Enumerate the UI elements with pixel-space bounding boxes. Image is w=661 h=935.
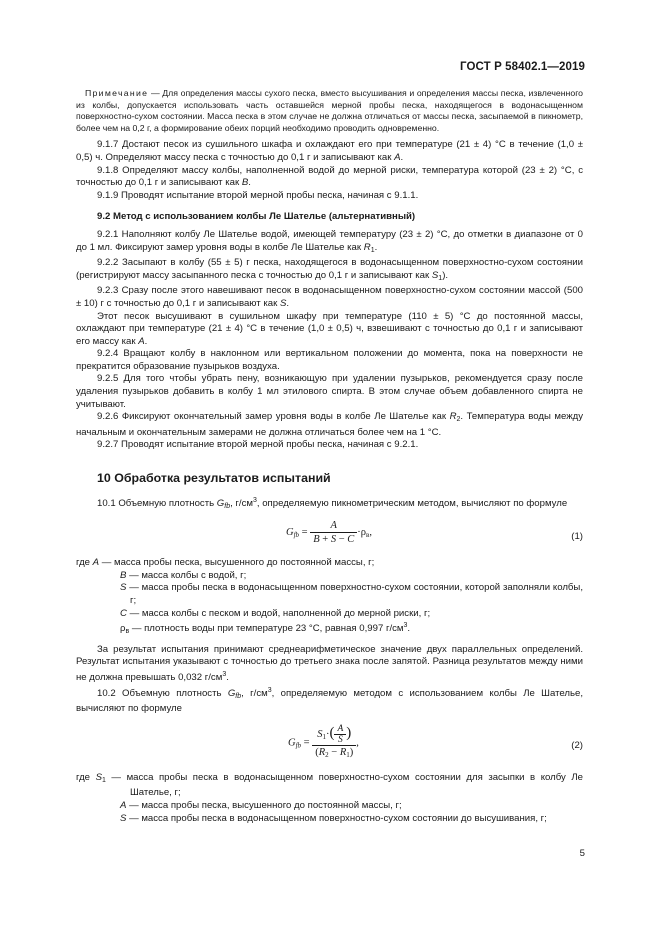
formula-1	[76, 519, 583, 553]
paragraph-9-2-3: 9.2.3 Сразу после этого навешивают песок в водонасыщенном поверхностно-сухом состоянии массой (500 ± 10) г с точностью до 0,1 г и записывают как S.	[76, 285, 583, 309]
section-heading-10: 10 Обработка результатов испытаний	[97, 471, 331, 486]
paragraph-9-2-7: 9.2.7 Проводят испытание второй мерной пробы песка, начиная с 9.2.1.	[97, 439, 419, 451]
definition-C-1: C — масса колбы с песком и водой, наполненной до мерной риски, г;	[120, 607, 431, 619]
section-heading-9-2: 9.2 Метод с использованием колбы Ле Шателье (альтернативный)	[97, 211, 416, 223]
page-number: 5	[579, 848, 585, 859]
paragraph-9-2-1: 9.2.1 Наполняют колбу Ле Шателье водой, имеющей температуру (23 ± 2) °С, до отметки в диапазоне от 0 до 1 мл. Фиксируют замер уровня воды в колбе Ле Шателье как $R_1$.	[76, 228, 583, 254]
paragraph-9-2-6: 9.2.6 Фиксируют окончательный замер уровня воды в колбе Ле Шателье как $R_2$. Температура воды между начальным и окончательным замерами не должна отличаться более чем на 1 °С.	[76, 411, 584, 438]
paragraph-9-2-4: 9.2.4 Вращают колбу в наклонном или вертикальном положении до момента, пока на поверхности не прекратится образование пузырьков воздуха.	[76, 348, 583, 372]
equation-number-1: (1)	[571, 531, 583, 543]
formula-2	[76, 722, 583, 768]
document-body	[76, 88, 583, 825]
formula-1-expression: $G_{fb}$ = $\frac{A}{B + S - C}$ $\cdot\rho_в$,	[286, 520, 372, 546]
document-header: ГОСТ Р 58402.1—2019	[460, 61, 585, 73]
paragraph-10-1-result: За результат испытания принимают среднеарифметическое значение двух параллельных определений. Результат испытания указывают с точностью до третьего знака после запятой. Разница результатов между ними не должна превышать 0,032 $г/см^3$.	[76, 643, 583, 683]
note-text: — Для определения массы сухого песка, вместо высушивания и определения массы песка, извлеченного из колбы, допускается использовать часть оставшейся мерной пробы песка, находящегося в водонасыщенном поверхностно-сухом состоянии. Масса песка в этом случае не должна отличаться от массы песка, засыпаемой в пикнометр, более чем на 0,2 г, а формирование обеих порций необходимо проводить одновременно.	[76, 88, 583, 133]
definition-rho-1: $\rho_в$ — плотность воды при температуре 23 °С, равная 0,997 $г/см^3$.	[120, 622, 411, 636]
paragraph-9-2-2: 9.2.2 Засыпают в колбу (55 ± 5) г песка, находящегося в водонасыщенном поверхностно-сухом состоянии (регистрируют массу засыпанного песка с точностью до 0,1 г и записывают как $S_1$).	[76, 257, 583, 282]
definition-S-2: S — масса пробы песка в водонасыщенном поверхностно-сухом состоянии до высушивания, г;	[120, 812, 547, 824]
formula-2-expression: $G_{fb}$ = $S_1\cdot$( $\frac{A}{S}$ ) $(R_2 - R_1)$ ,	[288, 724, 359, 762]
paragraph-9-1-9: 9.1.9 Проводят испытание второй мерной пробы песка, начиная с 9.1.1.	[97, 189, 419, 201]
paragraph-9-1-8: 9.1.8 Определяют массу колбы, наполненной водой до мерной риски, температура которой (23 ± 2) °С, с точностью до 0,1 г и записывают как B.	[76, 164, 583, 189]
note-label: Примечание	[85, 88, 149, 98]
definition-S-1: S — масса пробы песка в водонасыщенном поверхностно-сухом состоянии, которой заполняли колбы, г;	[120, 582, 583, 606]
paragraph-9-2-3-continued: Этот песок высушивают в сушильном шкафу при температуре (110 ± 5) °С до постоянной массы, охлаждают при температуре (21 ± 4) °С в течение (1,0 ± 0,5) ч, взвешивают с точностью до 0,1 г и записывают его массу как A.	[76, 310, 583, 347]
definition-B-1: B — масса колбы с водой, г;	[120, 569, 247, 581]
note-paragraph	[76, 88, 583, 134]
definition-A-2: A — масса пробы песка, высушенного до постоянной массы, г;	[120, 799, 402, 811]
paragraph-10-2: 10.2 Объемную плотность $G_{fb}$, $г/см^3$, определяемую методом с использованием колбы Ле Шателье, вычисляют по формуле	[76, 686, 583, 715]
equation-number-2: (2)	[571, 739, 583, 751]
paragraph-9-2-5: 9.2.5 Для того чтобы убрать пену, возникающую при удалении пузырьков, рекомендуется сразу после удаления пузырьков добавить в колбу 1 мл этилового спирта. В этом случае объем добавленного спирта не учитывают.	[76, 373, 583, 410]
paragraph-10-1: 10.1 Объемную плотность $G_{fb}$, $г/см^3$, определяемую пикнометрическим методом, вычисляют по формуле	[97, 496, 568, 510]
definition-A-1: где A — масса пробы песка, высушенного до постоянной массы, г;	[76, 557, 375, 569]
formula-1-fraction: $\frac{A}{B + S - C}$	[310, 519, 357, 546]
formula-2-fraction: $S_1\cdot$( $\frac{A}{S}$ ) $(R_2 - R_1)$	[312, 724, 356, 762]
definition-S1-2: где $S_1$ — масса пробы песка в водонасыщенном поверхностно-сухом состоянии для засыпки в колбу Ле Шателье, г;	[76, 771, 583, 799]
paragraph-9-1-7: 9.1.7 Достают песок из сушильного шкафа и охлаждают его при температуре (21 ± 4) °С в течение (1,0 ± 0,5) ч. Определяют массу песка с точностью до 0,1 г и записывают как A.	[76, 139, 583, 163]
